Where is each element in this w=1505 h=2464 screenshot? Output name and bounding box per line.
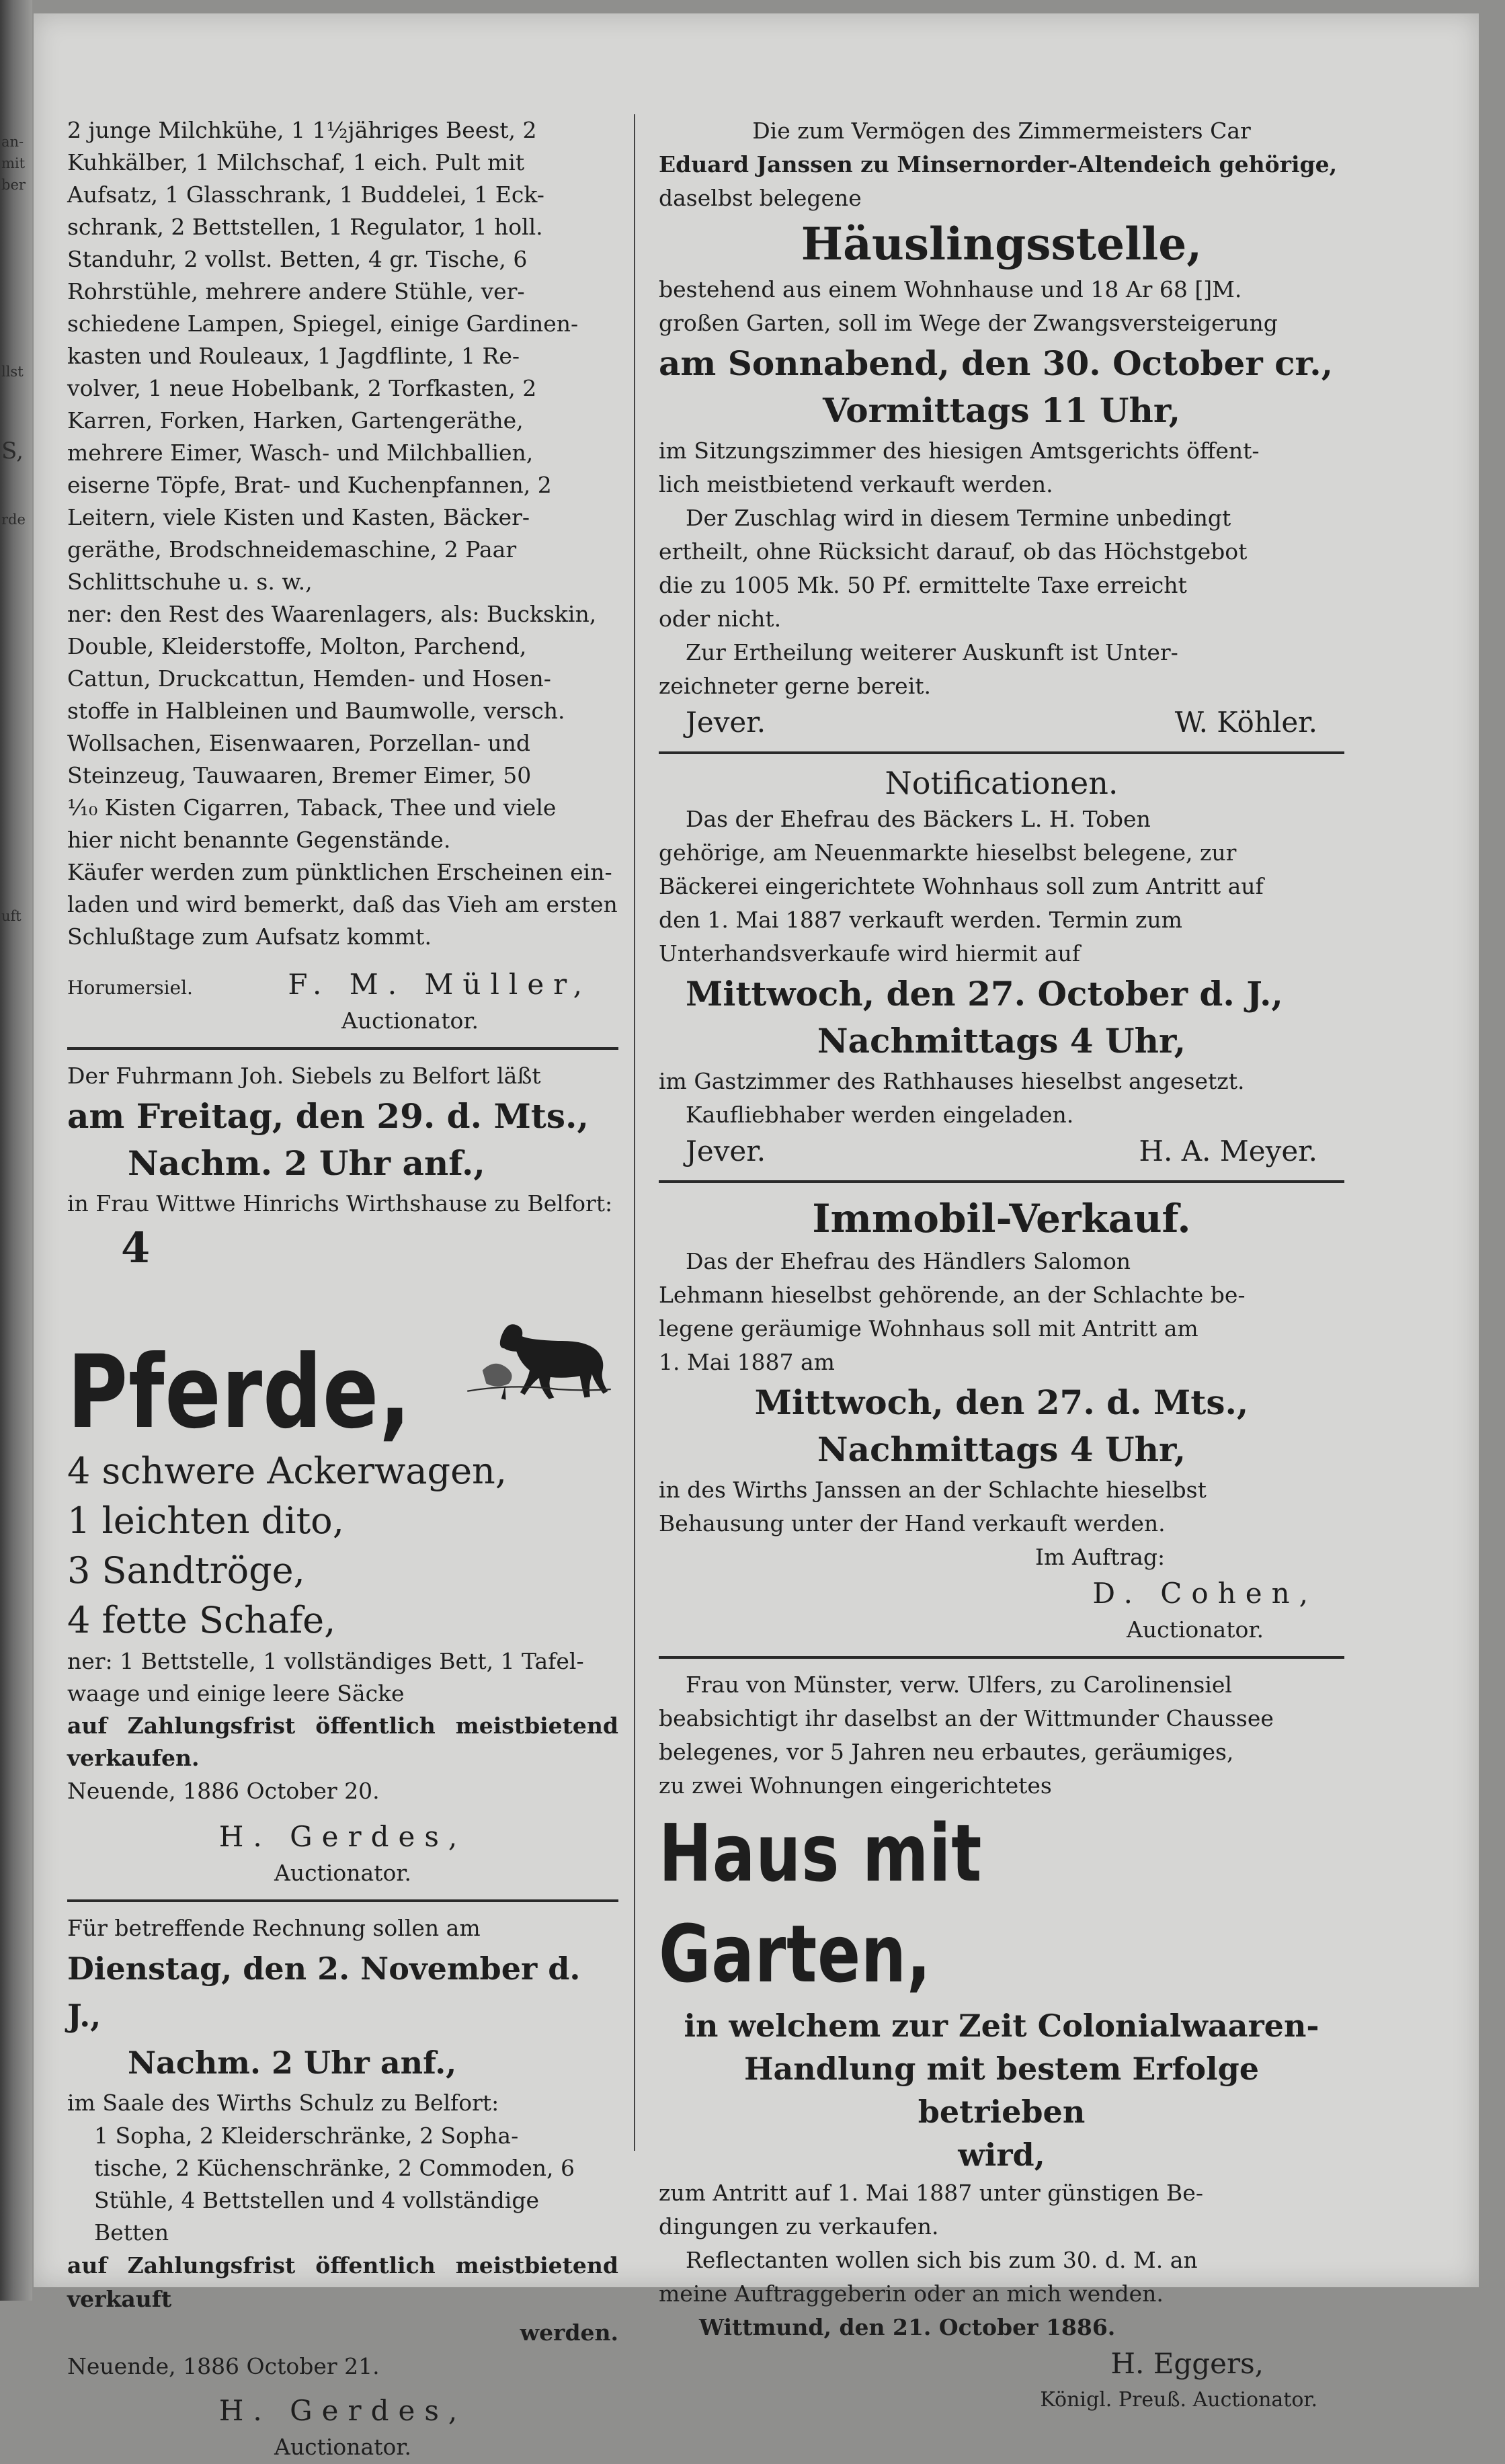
text-line: Eduard Janssen zu Minsernorder-Altendeich gehörige, [659,151,1338,177]
ad-intro: Der Fuhrmann Joh. Siebels zu Belfort läßt [67,1063,541,1089]
margin-fragment: an- [1,134,24,150]
section-heading: Immobil-Verkauf. [812,1196,1191,1241]
text-line: wird, [958,2137,1045,2173]
notification-ad-toben [659,764,1344,1171]
horse-count: 4 [121,1223,151,1272]
text-line: zum Antritt auf 1. Mai 1887 unter günstigen Be- [659,2180,1203,2206]
auction-date: Dienstag, den 2. November d. J., [67,1950,581,2034]
horse-illustration [460,1278,618,1440]
newspaper-page [34,13,1479,2460]
text-line: Cattun, Druckcattun, Hemden- und Hosen- [67,665,551,692]
auction-time: Vormittags 11 Uhr, [823,391,1180,430]
text-line: legene geräumige Wohnhaus soll mit Antritt am [659,1315,1198,1342]
text-line: in des Wirths Janssen an der Schlachte hieselbst [659,1477,1207,1503]
text-line: Frau von Münster, verw. Ulfers, zu Carolinensiel [686,1672,1232,1698]
auctioneer-name: F. M. Müller, [288,968,592,1001]
auction-time: Nachm. 2 Uhr anf., [128,2045,457,2081]
ad-separator [659,751,1344,754]
adjacent-page-fragment [0,101,31,2050]
property-subheadline [659,2004,1344,2176]
text-line: Handlung mit bestem Erfolge betrieben [743,2051,1260,2130]
text-line: schiedene Lampen, Spiegel, einige Gardinen- [67,311,579,337]
text-line: stoffe in Halbleinen und Baumwolle, versch. [67,698,565,724]
text-line: Stühle, 4 Bettstellen und 4 vollständige [94,2187,540,2213]
item-line: 4 fette Schafe, [67,1599,336,1641]
ad-body [659,1668,1344,1803]
terms [659,434,1344,703]
ad-intro: Für betreffende Rechnung sollen am [67,1915,481,1941]
text-line: Das der Ehefrau des Händlers Salomon [686,1248,1131,1274]
text-line: Leitern, viele Kisten und Kasten, Bäcker- [67,504,530,530]
dateline: Neuende, 1886 October 20. [67,1778,380,1804]
signature-line [659,1132,1344,1171]
auction-time: Nachmittags 4 Uhr, [817,1430,1186,1469]
text-line: 1 Sopha, 2 Kleiderschränke, 2 Sopha- [94,2123,519,2149]
ad-separator [67,1899,618,1902]
auctioneer-title: Auctionator. [274,1860,411,1886]
property-sale-ad-eggers [659,1668,1344,2417]
text-line: Unterhandsverkaufe wird hiermit auf [659,940,1081,967]
auction-ad-mueller [67,114,618,1038]
text-line: belegenes, vor 5 Jahren neu erbautes, geräumiges, [659,1739,1234,1765]
text-line: Steinzeug, Tauwaaren, Bremer Eimer, 50 [67,762,532,788]
text-line: lich meistbietend verkauft werden. [659,471,1053,497]
dateline: Neuende, 1886 October 21. [67,2353,380,2379]
ad-separator [67,1047,618,1050]
auctioneer-name: H. Gerdes, [218,1820,467,1853]
ad-separator [659,1656,1344,1659]
text-line: auf Zahlungsfrist öffentlich meistbietend verkaufen. [67,1713,618,1771]
signature-line [659,703,1344,742]
place-name: Jever. [686,706,766,739]
dateline: Wittmund, den 21. October 1886. [699,2314,1116,2340]
margin-fragment: rde [1,511,26,528]
text-line: zeichneter gerne bereit. [659,673,932,699]
text-line: kasten und Rouleaux, 1 Jagdflinte, 1 Re- [67,343,520,369]
text-line: 1. Mai 1887 am [659,1349,835,1375]
text-line: in welchem zur Zeit Colonialwaaren- [684,2008,1319,2044]
text-line: Aufsatz, 1 Glasschrank, 1 Buddelei, 1 Eck- [67,181,544,208]
text-line: schrank, 2 Bettstellen, 1 Regulator, 1 holl. [67,214,543,240]
closing-line: werden. [520,2319,618,2346]
horse-headline-row [67,1276,618,1451]
text-line: meine Auftraggeberin oder an mich wenden. [659,2281,1164,2307]
margin-fragment: uft [1,908,22,924]
ad-body [659,2176,1344,2311]
text-line: Schlußtage zum Aufsatz kommt. [67,923,432,950]
text-line: beabsichtigt ihr daselbst an der Wittmunder Chaussee [659,1705,1274,1731]
horse-headline: Pferde, [67,1334,411,1451]
property-headline: Haus mit Garten, [659,1807,983,2000]
auction-time: Nachmittags 4 Uhr, [817,1021,1186,1061]
official-name: W. Köhler. [1174,706,1317,739]
text-line: Zur Ertheilung weiterer Auskunft ist Unter- [686,639,1178,665]
property-sale-ad-lehmann [659,1192,1344,1647]
auctioneer-title: Auctionator. [1127,1616,1264,1643]
text-line: großen Garten, soll im Wege der Zwangsversteigerung [659,310,1278,336]
margin-fragment: S, [1,438,24,464]
margin-fragment: llst [1,364,24,380]
auction-time: Nachm. 2 Uhr anf., [128,1143,485,1183]
ad-intro [659,114,1344,215]
text-line: Kaufliebhaber werden eingeladen. [686,1102,1074,1128]
property-headline: Häuslingsstelle, [801,218,1203,270]
place-name: Horumersiel. [67,977,193,999]
text-line: Das der Ehefrau des Bäckers L. H. Toben [686,806,1151,832]
column-divider [634,114,635,2151]
text-line: Behausung unter der Hand verkauft werden. [659,1510,1166,1536]
text-line: oder nicht. [659,606,782,632]
text-line: gehörige, am Neuenmarkte hieselbst belegene, zur [659,839,1237,866]
text-line: ner: den Rest des Waarenlagers, als: Buckskin, [67,601,597,627]
ad-body [659,803,1344,971]
text-line: den 1. Mai 1887 verkauft werden. Termin zum [659,907,1182,933]
text-line: Wollsachen, Eisenwaaren, Porzellan- und [67,730,530,756]
text-line: laden und wird bemerkt, daß das Vieh am ersten [67,891,618,917]
text-line: bestehend aus einem Wohnhause und 18 Ar 68 []M. [659,276,1242,302]
margin-fragment: mit [1,155,26,171]
closing-line: auf Zahlungsfrist öffentlich meistbietend verkauft [67,2252,618,2312]
item-line: 1 leichten dito, [67,1500,344,1542]
horse-items [67,1446,618,1645]
text-line: die zu 1005 Mk. 50 Pf. ermittelte Taxe erreicht [659,572,1187,598]
text-line: geräthe, Brodschneidemaschine, 2 Paar [67,536,517,563]
item-list [67,114,618,953]
text-line: 2 junge Milchkühe, 1 1½jähriges Beest, 2 [67,117,537,143]
margin-fragment: ber [1,177,26,193]
text-line: Bäckerei eingerichtete Wohnhaus soll zum Antritt auf [659,873,1264,899]
signature-line [67,965,618,1004]
mandate-note: Im Auftrag: [1035,1544,1166,1570]
auctioneer-name: H. Gerdes, [218,2394,467,2427]
text-line: Reflectanten wollen sich bis zum 30. d. M. an [686,2247,1198,2273]
place-name: Jever. [686,1135,766,1167]
auctioneer-title: Königl. Preuß. Auctionator. [1040,2388,1317,2412]
auction-date: Mittwoch, den 27. October d. J., [686,974,1283,1014]
extra-items [67,1645,618,1774]
text-line: Die zum Vermögen des Zimmermeisters Car [752,118,1251,144]
text-line: im Gastzimmer des Rathhauses hieselbst angesetzt. [659,1068,1245,1094]
auction-location: im Saale des Wirths Schulz zu Belfort: [67,2090,499,2116]
text-line: Standuhr, 2 vollst. Betten, 4 gr. Tische, 6 [67,246,528,272]
text-line: zu zwei Wohnungen eingerichtetes [659,1772,1052,1799]
auction-date: am Freitag, den 29. d. Mts., [67,1096,589,1136]
text-line: Betten [94,2219,169,2246]
text-line: Käufer werden zum pünktlichen Erscheinen ein- [67,859,612,885]
text-line: daselbst belegene [659,185,862,211]
foreclosure-ad-janssen [659,114,1344,742]
auctioneer-name: H. Eggers, [1110,2347,1264,2380]
text-line: ¹⁄₁₀ Kisten Cigarren, Taback, Thee und viele [67,794,557,821]
text-line: ertheilt, ohne Rücksicht darauf, ob das Höchstgebot [659,538,1248,565]
auction-location: in Frau Wittwe Hinrichs Wirthshause zu Belfort: [67,1190,613,1217]
text-line: Schlittschuhe u. s. w., [67,569,313,595]
auction-date: Mittwoch, den 27. d. Mts., [754,1383,1249,1422]
ad-body [659,1065,1344,1132]
text-line: dingungen zu verkaufen. [659,2213,939,2240]
property-description [659,273,1344,340]
ad-body [659,1245,1344,1379]
right-column [659,114,1344,2417]
text-line: mehrere Eimer, Wasch- und Milchballien, [67,440,534,466]
ad-separator [659,1180,1344,1183]
auction-ad-furniture [67,1912,618,2464]
text-line: tische, 2 Küchenschränke, 2 Commoden, 6 [94,2155,575,2181]
section-heading: Notificationen. [885,765,1118,801]
text-line: hier nicht benannte Gegenstände. [67,827,451,853]
text-line: Rohrstühle, mehrere andere Stühle, ver- [67,278,525,304]
auctioneer-title: Auctionator. [274,2434,411,2460]
ad-body [659,1473,1344,1541]
official-name: H. A. Meyer. [1139,1135,1317,1167]
text-line: Karren, Forken, Harken, Gartengeräthe, [67,407,524,434]
text-line: Double, Kleiderstoffe, Molton, Parchend, [67,633,527,659]
text-line: volver, 1 neue Hobelbank, 2 Torfkasten, 2 [67,375,537,401]
auction-ad-horses [67,1059,618,1890]
text-line: waage und einige leere Säcke [67,1680,405,1707]
text-line: eiserne Töpfe, Brat- und Kuchenpfannen, 2 [67,472,552,498]
text-line: ner: 1 Bettstelle, 1 vollständiges Bett, 1 Tafel- [67,1648,584,1674]
text-line: Der Zuschlag wird in diesem Termine unbedingt [686,505,1231,531]
item-line: 3 Sandtröge, [67,1549,305,1592]
auctioneer-name: D. Cohen, [1092,1577,1317,1610]
left-column [67,114,618,2464]
auctioneer-title: Auctionator. [341,1008,479,1034]
text-line: Kuhkälber, 1 Milchschaf, 1 eich. Pult mit [67,149,525,175]
item-line: 4 schwere Ackerwagen, [67,1450,507,1492]
text-line: Lehmann hieselbst gehörende, an der Schlachte be- [659,1282,1246,1308]
furniture-items [67,2120,618,2249]
text-line: im Sitzungszimmer des hiesigen Amtsgerichts öffent- [659,438,1260,464]
auction-date: am Sonnabend, den 30. October cr., [659,343,1334,383]
